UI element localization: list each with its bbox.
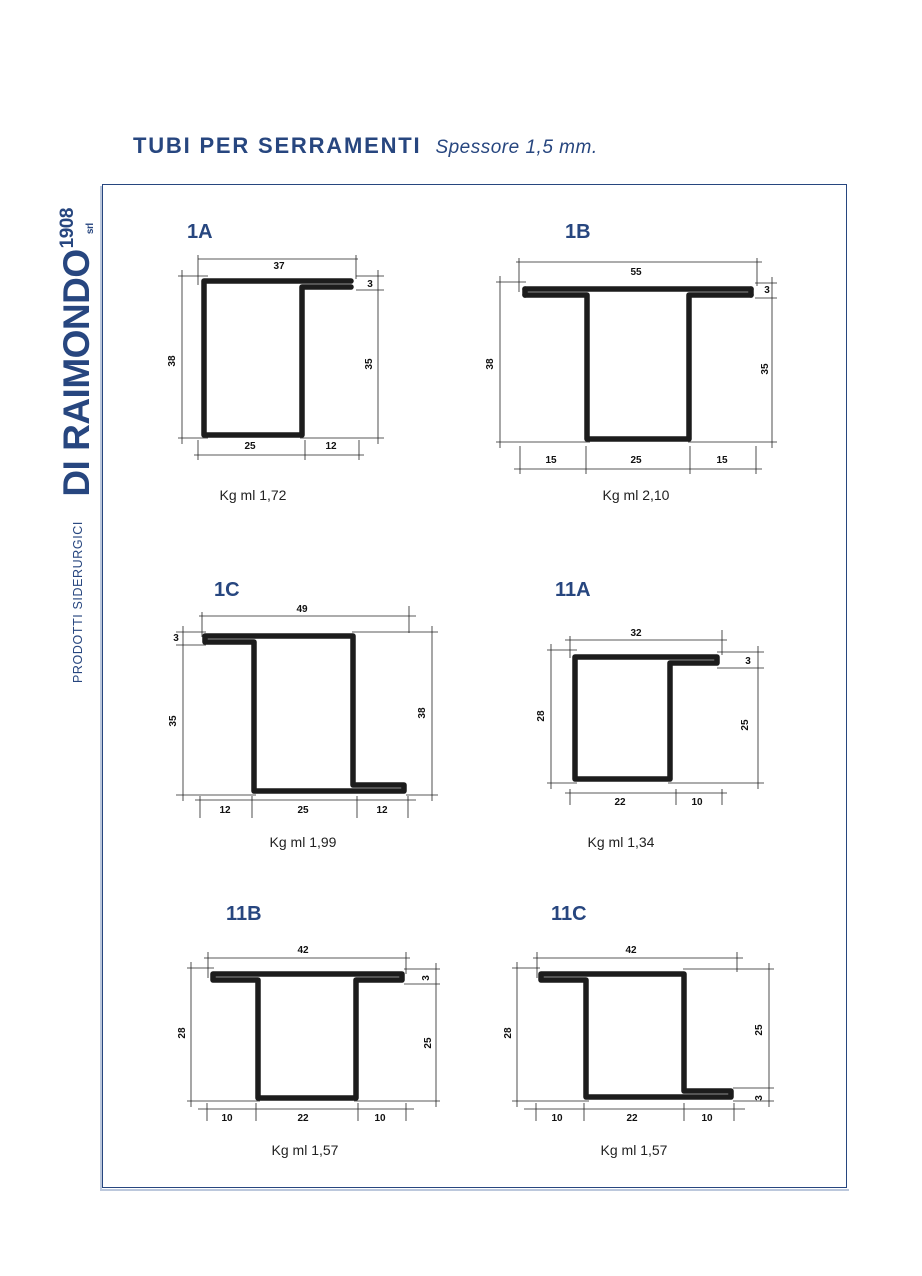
dim-bottom-b: 25 (297, 805, 309, 816)
brand-year: 1908 (57, 208, 78, 249)
dim-bottom-c: 10 (374, 1113, 386, 1124)
dim-height-right: 35 (364, 358, 375, 370)
dim-bottom-c: 15 (716, 455, 728, 466)
dim-top: 42 (625, 945, 637, 956)
title-main: TUBI PER SERRAMENTI (133, 133, 422, 158)
dim-bottom-b: 10 (691, 797, 703, 808)
dim-height-left: 28 (536, 710, 547, 722)
dim-flange: 3 (764, 285, 770, 296)
dim-bottom-c: 12 (376, 805, 388, 816)
brand-suffix: srl (85, 223, 96, 235)
dim-top: 42 (297, 945, 309, 956)
profile-weight: Kg ml 1,99 (269, 834, 337, 850)
brand-name: DI RAIMONDO (56, 249, 97, 497)
dim-bottom-b: 22 (626, 1113, 638, 1124)
profile-code: 11C (551, 903, 587, 925)
dim-flange: 3 (421, 975, 432, 981)
profile-11a (536, 579, 764, 850)
dim-bottom-a: 15 (545, 455, 557, 466)
profile-code: 1B (565, 221, 591, 243)
profile-weight: Kg ml 1,72 (219, 487, 287, 503)
dim-bottom-b: 12 (325, 441, 337, 452)
dim-bottom-c: 10 (701, 1113, 713, 1124)
dim-bottom-a: 25 (244, 441, 256, 452)
profile-code: 11B (226, 903, 262, 925)
profile-11c (503, 903, 774, 1158)
dim-top: 49 (296, 604, 308, 615)
dim-bottom-a: 10 (551, 1113, 563, 1124)
dim-height-right: 35 (760, 363, 771, 375)
dim-bottom-a: 22 (614, 797, 626, 808)
dim-bottom-a: 12 (219, 805, 231, 816)
profile-shape (204, 281, 351, 435)
dim-height-right: 25 (740, 719, 751, 731)
profile-1b (485, 221, 777, 503)
profile-weight: Kg ml 1,34 (587, 834, 655, 850)
profile-shape (541, 974, 731, 1097)
dim-top: 55 (630, 267, 642, 278)
dim-top: 37 (273, 261, 285, 272)
profile-shape (205, 636, 404, 791)
profile-weight: Kg ml 1,57 (271, 1142, 339, 1158)
dim-height-left: 38 (485, 358, 496, 370)
dim-height-right: 38 (417, 707, 428, 719)
dim-bottom-a: 10 (221, 1113, 233, 1124)
dim-height-right: 25 (754, 1024, 765, 1036)
profile-1a (167, 221, 384, 503)
profile-code: 1C (214, 579, 240, 601)
dim-flange: 3 (367, 279, 373, 290)
dim-top: 32 (630, 628, 642, 639)
dim-height-left: 28 (503, 1027, 514, 1039)
profile-1c (168, 579, 438, 850)
profile-weight: Kg ml 1,57 (600, 1142, 668, 1158)
dim-height-left: 35 (168, 715, 179, 727)
dim-bottom-b: 25 (630, 455, 642, 466)
profile-shape (525, 289, 751, 439)
profile-code: 1A (187, 221, 213, 243)
dim-bottom-b: 22 (297, 1113, 309, 1124)
profile-shape (575, 657, 717, 779)
profile-11b (177, 903, 440, 1158)
dim-height-left: 28 (177, 1027, 188, 1039)
dim-flange: 3 (754, 1095, 765, 1101)
profile-shape (213, 974, 402, 1098)
profile-weight: Kg ml 2,10 (602, 487, 670, 503)
brand-tagline: PRODOTTI SIDERURGICI (71, 520, 85, 684)
dim-flange: 3 (745, 656, 751, 667)
title-subtitle: Spessore 1,5 mm. (435, 137, 598, 158)
profile-code: 11A (555, 579, 591, 601)
dim-height-left: 38 (167, 355, 178, 367)
dim-height-right: 25 (423, 1037, 434, 1049)
dim-flange: 3 (173, 633, 179, 644)
